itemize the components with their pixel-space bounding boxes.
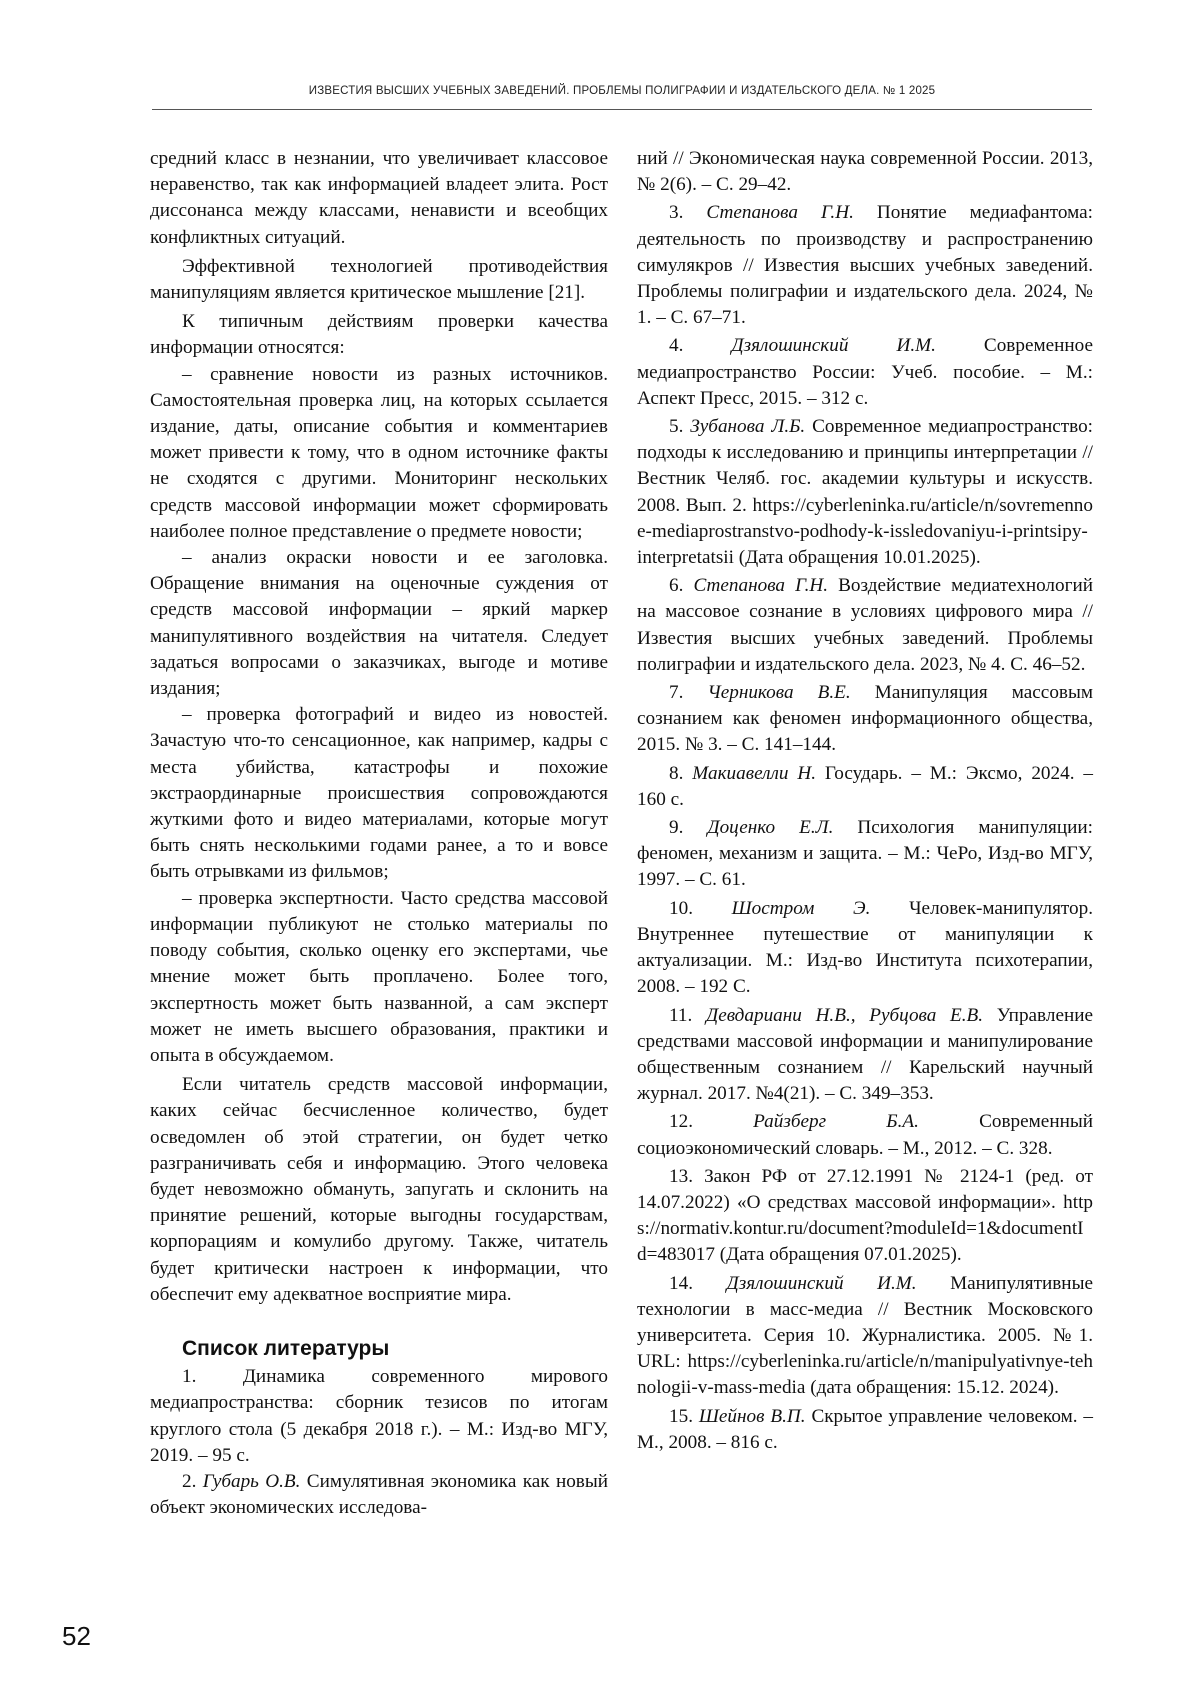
reference-item: [637, 1164, 1093, 1269]
reference-number: 14.: [669, 1272, 693, 1294]
reference-number: 13.: [669, 1165, 693, 1187]
reference-text: Манипулятивные технологии в масс-медиа // Вестник Московского университета. Серия 10. Журналистика. 2005. №1. URL:: [637, 1272, 1093, 1373]
reference-number: 5.: [669, 416, 684, 438]
reference-author: Черникова В.Е.: [707, 682, 851, 704]
reference-text: Современное медиапространство России: Учеб. пособие. – М.: Аспект Пресс, 2015. – 312 с.: [637, 335, 1094, 409]
reference-text: Современное медиапространство: подходы к исследованию и принципы интерпретации // Вестник Челяб. гос. академии культуры и искусств. 2008. Вып. 2.: [637, 416, 1094, 516]
reference-number: 15.: [669, 1405, 693, 1427]
right-column: [637, 146, 1093, 1456]
reference-text: Динамика современного мирового медиапространства: сборник тезисов по итогам круглого стола (5 декабря 2018 г.). – М.: Изд-во МГУ, 2019. – 95 с.: [150, 1366, 608, 1466]
reference-item: [150, 1364, 608, 1469]
reference-author: Степанова Г.Н.: [693, 575, 829, 597]
reference-text: Понятие медиафантома: деятельность по производству и распространению симулякров // Известия высших учебных заведений. Проблемы полиграфии и издательского дела. 2024, № 1. – С. 67–71.: [637, 202, 1094, 329]
reference-text: Управление средствами массовой информации и манипулирование общественным сознанием // Карельский научный журнал. 2017. №4(21). – С. 349–353.: [637, 1004, 1094, 1105]
reference-author: Доценко Е.Л.: [707, 817, 834, 839]
reference-text: Симулятивная экономика как новый объект экономических исследова-: [150, 1470, 609, 1519]
reference-continuation: ний // Экономическая наука современной России. 2013, № 2(6). – С. 29–42.: [637, 148, 1093, 196]
reference-text: Закон РФ от 27.12.1991 № 2124-1 (ред. от 14.07.2022) «О средствах массовой информации».: [637, 1165, 1093, 1213]
reference-author: Зубанова Л.Б.: [690, 416, 806, 438]
reference-number: 6.: [669, 575, 684, 597]
page-number: 52: [62, 1621, 91, 1651]
reference-item: [637, 200, 1093, 331]
reference-text: Человек-манипулятор. Внутреннее путешествие от манипуляции к актуализации. М.: Изд-во Института психотерапии, 2008. – 192 С.: [637, 897, 1094, 998]
reference-text: Воздействие медиатехнологий на массовое сознание в условиях цифрового мира // Известия высших учебных заведений. Проблемы полиграфии и издательского дела. 2023, № 4. С. 46–52.: [637, 575, 1094, 675]
paragraph: – проверка фотографий и видео из новостей. Зачастую что-то сенсационное, как например, кадры с места убийства, катастрофы и похожие экстраординарные происшествия сопровождаются жуткими фото и видео материалами, которые могут быть снять несколькими годами ранее, а то и вовсе быть отрывками из фильмов;: [150, 704, 608, 883]
reference-number: 8.: [669, 762, 684, 784]
reference-text: Скрытое управление человеком. – М., 2008. – 816 с.: [637, 1405, 1094, 1453]
reference-item: [637, 896, 1093, 1001]
reference-author: Шостром Э.: [731, 897, 871, 919]
reference-access-date: (дата обращения: 15.12. 2024).: [810, 1377, 1059, 1399]
reference-item: [637, 333, 1093, 412]
reference-number: 9.: [669, 817, 684, 839]
reference-number: 2.: [182, 1470, 197, 1492]
reference-text: Современный социоэкономический словарь. – М., 2012. – С. 328.: [637, 1111, 1094, 1159]
paragraph: – сравнение новости из разных источников. Самостоятельная проверка лиц, на которых ссылается издание, даты, описание события и комментариев может привести к тому, что в одном источнике факты не сходятся с другими. Мониторинг нескольких средств массовой информации может сформировать наиболее полное представление о предмете новости;: [150, 363, 608, 542]
reference-item: [637, 680, 1093, 759]
reference-text: Государь. – М.: Эксмо, 2024. – 160 с.: [637, 762, 1093, 810]
reference-number: 3.: [669, 202, 684, 224]
reference-author: Дзялошинский И.М.: [726, 1272, 917, 1294]
paragraph: – проверка экспертности. Часто средства массовой информации публикуют не столько материалы по поводу события, сколько оценку его экспертами, чье мнение может быть проплачено. Более того, экспертность может быть названной, а сам эксперт может не иметь высшего образования, практики и опыта в обсуждаемом.: [150, 887, 608, 1066]
reference-text: Манипуляция массовым сознанием как феномен информационного общества, 2015. № 3. – С. 141–144.: [637, 682, 1094, 756]
reference-item: [637, 815, 1093, 894]
reference-author: Губарь О.В.: [202, 1470, 301, 1492]
reference-item: [637, 1271, 1093, 1402]
reference-item: [637, 1404, 1093, 1456]
reference-number: 1.: [182, 1366, 197, 1388]
reference-text: Психология манипуляции: феномен, механизм и защита. – М.: ЧеРо, Изд-во МГУ, 1997. – С. 61.: [637, 817, 1093, 891]
reference-author: Девдариани Н.В., Рубцова Е.В.: [705, 1004, 984, 1026]
reference-number: 12.: [669, 1111, 693, 1133]
reference-number: 11.: [669, 1004, 693, 1026]
reference-item: [637, 573, 1093, 678]
reference-author: Дзялошинский И.М.: [731, 335, 936, 357]
running-header: ИЗВЕСТИЯ ВЫСШИХ УЧЕБНЫХ ЗАВЕДЕНИЙ. ПРОБЛЕМЫ ПОЛИГРАФИИ И ИЗДАТЕЛЬСКОГО ДЕЛА. № 1 2025: [308, 85, 936, 97]
paragraph: средний класс в незнании, что увеличивает классовое неравенство, так как информацией владеет элита. Рост диссонанса между классами, ненависти и всеобщих конфликтных ситуаций.: [150, 148, 608, 248]
reference-author: Макиавелли Н.: [692, 762, 816, 784]
reference-url[interactable]: https://cyberleninka.ru/article/n/manipulyativnye-tehnologii-v-mass-media: [637, 1351, 1093, 1399]
reference-item: [637, 1109, 1093, 1161]
references-heading: Список литературы: [182, 1336, 390, 1360]
reference-author: Шейнов В.П.: [698, 1405, 806, 1427]
reference-author: Степанова Г.Н.: [706, 202, 854, 224]
reference-item: [637, 414, 1093, 571]
reference-url[interactable]: https://cyberleninka.ru/article/n/sovremennoe-mediaprostranstvo-podhody-k-issledovaniyu-i-printsipy-interpretatsii: [637, 494, 1093, 569]
paragraph: Эффективной технологией противодействия манипуляциям является критическое мышление [21].: [150, 255, 608, 304]
reference-access-date: (Дата обращения 07.01.2025).: [719, 1244, 962, 1266]
paragraph: К типичным действиям проверки качества информации относятся:: [150, 311, 608, 359]
reference-item: [637, 1003, 1093, 1108]
paragraph: Если читатель средств массовой информации, каких сейчас бесчисленное количество, будет осведомлен об этой стратегии, он будет четко разграничивать себя и информацию. Этого человека будет невозможно обмануть, запугать и склонить на принятие решений, которые выгодны государствам, корпорациям и комулибо другому. Также, читатель будет критически настроен к информации, что обеспечит ему адекватное восприятие мира.: [150, 1074, 608, 1305]
reference-item: [637, 761, 1093, 813]
reference-item: [150, 1469, 608, 1521]
reference-access-date: (Дата обращения 10.01.2025).: [738, 547, 981, 569]
paragraph: – анализ окраски новости и ее заголовка. Обращение внимания на оценочные суждения от средств массовой информации – яркий маркер манипулятивного воздействия на читателя. Следует задаться вопросами о заказчиках, выгоде и мотиве издания;: [150, 547, 608, 700]
left-column: [150, 146, 608, 1521]
header-divider: [152, 109, 1092, 110]
reference-author: Райзберг Б.А.: [753, 1111, 919, 1133]
reference-url[interactable]: https://normativ.kontur.ru/document?moduleId=1&documentId=483017: [637, 1191, 1094, 1266]
reference-number: 4.: [669, 335, 684, 357]
reference-number: 7.: [669, 682, 684, 704]
reference-number: 10.: [669, 897, 693, 919]
